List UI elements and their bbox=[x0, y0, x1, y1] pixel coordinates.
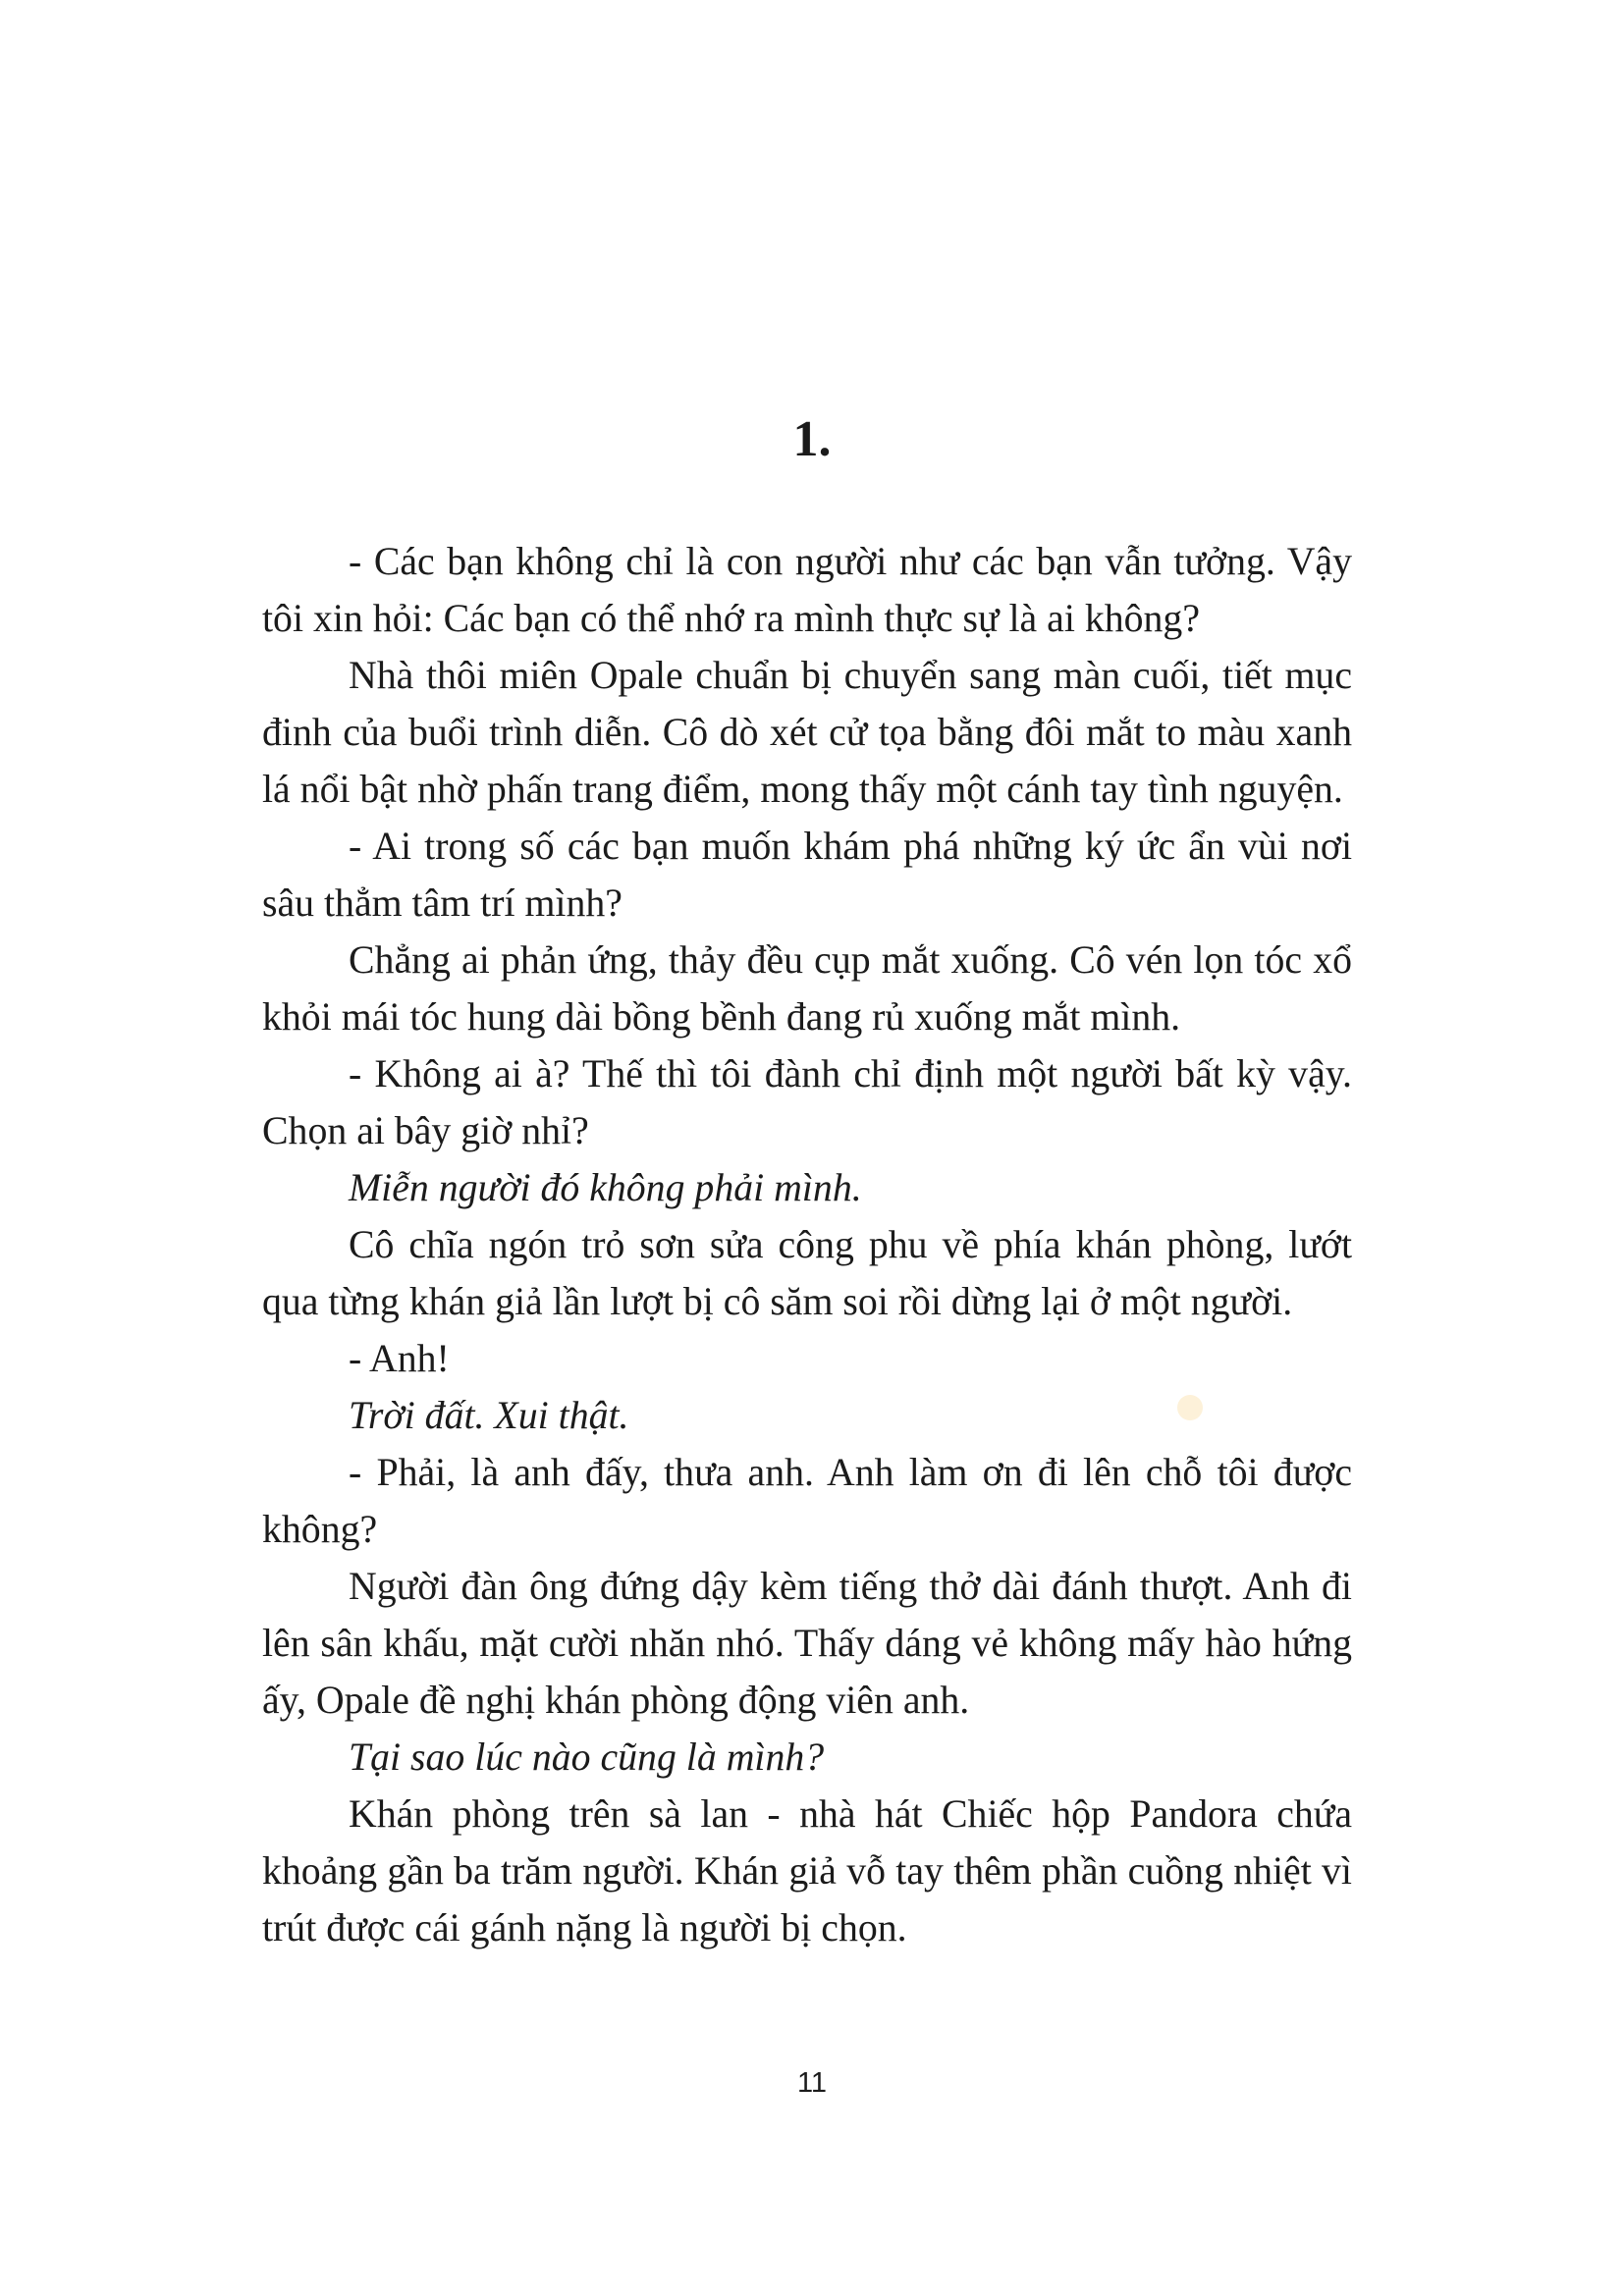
paragraph: - Anh! bbox=[349, 1337, 450, 1380]
paragraph-inner-thought: Miễn người đó không phải mình. bbox=[349, 1166, 862, 1209]
paragraph: - Các bạn không chỉ là con người như các bạn vẫn tưởng. Vậy tôi xin hỏi: Các bạn có thể nhớ ra mình thực sự là ai không? bbox=[262, 540, 1352, 640]
paragraph-inner-thought: Tại sao lúc nào cũng là mình? bbox=[349, 1735, 825, 1779]
paper-stain bbox=[1177, 1395, 1203, 1420]
paragraph: - Ai trong số các bạn muốn khám phá những ký ức ẩn vùi nơi sâu thẳm tâm trí mình? bbox=[262, 825, 1352, 925]
paragraph-inner-thought: Trời đất. Xui thật. bbox=[349, 1394, 629, 1437]
chapter-body bbox=[262, 533, 1352, 1956]
paragraph: - Không ai à? Thế thì tôi đành chỉ định một người bất kỳ vậy. Chọn ai bây giờ nhỉ? bbox=[262, 1052, 1352, 1152]
paragraph: Người đàn ông đứng dậy kèm tiếng thở dài đánh thượt. Anh đi lên sân khấu, mặt cười nhăn nhó. Thấy dáng vẻ không mấy hào hứng ấy, Opale đề nghị khán phòng động viên anh. bbox=[262, 1565, 1352, 1722]
paragraph: Nhà thôi miên Opale chuẩn bị chuyển sang màn cuối, tiết mục đinh của buổi trình diễn. Cô dò xét cử tọa bằng đôi mắt to màu xanh lá nổi bật nhờ phấn trang điểm, mong thấy một cánh tay tình nguyện. bbox=[262, 654, 1352, 811]
page-number: 11 bbox=[796, 2067, 828, 2099]
paragraph: Khán phòng trên sà lan - nhà hát Chiếc hộp Pandora chứa khoảng gần ba trăm người. Khán giả vỗ tay thêm phần cuồng nhiệt vì trút được cái gánh nặng là người bị chọn. bbox=[262, 1792, 1352, 1949]
paragraph: - Phải, là anh đấy, thưa anh. Anh làm ơn đi lên chỗ tôi được không? bbox=[262, 1451, 1352, 1551]
paragraph: Chẳng ai phản ứng, thảy đều cụp mắt xuống. Cô vén lọn tóc xổ khỏi mái tóc hung dài bồng bềnh đang rủ xuống mắt mình. bbox=[262, 938, 1352, 1039]
chapter-title: 1. bbox=[792, 411, 832, 467]
paragraph: Cô chĩa ngón trỏ sơn sửa công phu về phía khán phòng, lướt qua từng khán giả lần lượt bị cô săm soi rồi dừng lại ở một người. bbox=[262, 1223, 1352, 1323]
